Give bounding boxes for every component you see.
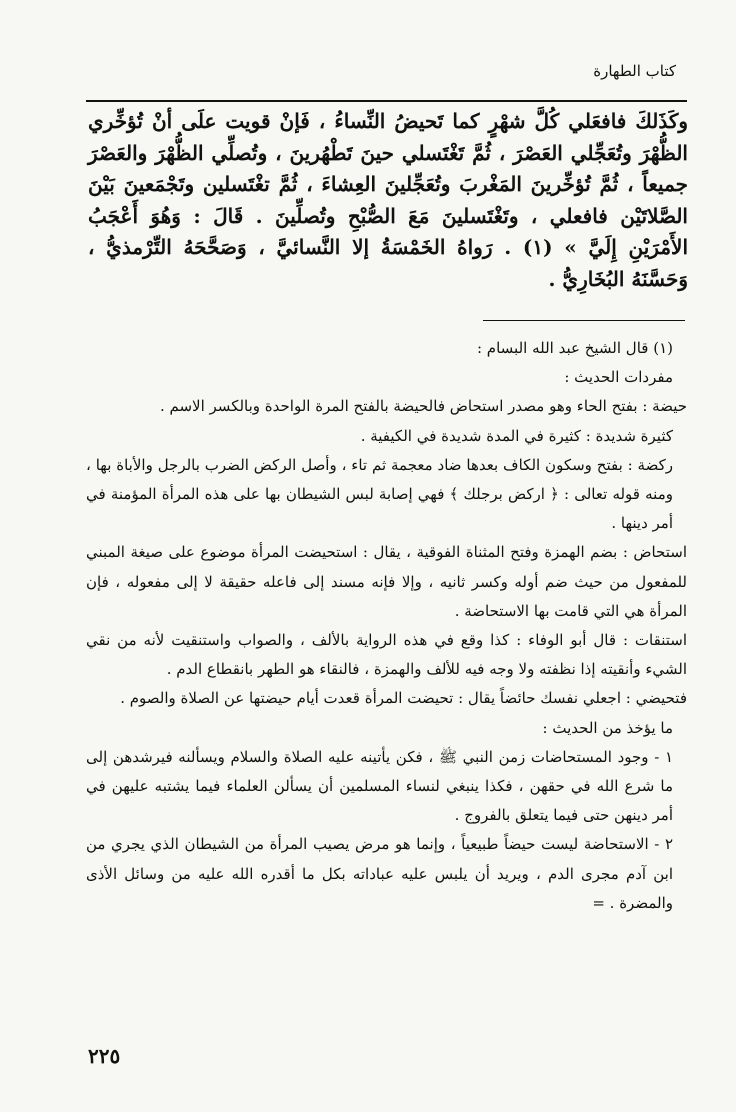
vocab-entry: فتحيضي : اجعلي نفسك حائضاً يقال : تحيضت المرأة قعدت أيام حيضتها عن الصلاة والصوم . [120,689,687,708]
footnote-rule [483,320,685,321]
running-header: كتاب الطهارة [593,62,676,80]
hadith-text-block [88,106,688,296]
lessons-heading: ما يؤخذ من الحديث : [542,718,673,737]
page-number: ٢٢٥ [88,1044,121,1068]
lesson-item: ٢ - الاستحاضة ليست حيضاً طبيعياً ، وإنما هو مرض يصيب المرأة من الشيطان الذي يجري من ابن آدم مجرى الدم ، ويريد أن يلبس عليه عباداته بكل ما أقدره الله عليه من وسائل الأذى والمضرة . = [86,835,673,912]
header-rule [86,100,687,102]
lesson-item: ١ - وجود المستحاضات زمن النبي ﷺ ، فكن يأتينه عليه الصلاة والسلام ويسألنه فيرشدهن إلى ما شرع الله في حقهن ، فكذا ينبغي لنساء المسلمين أن يسألن العلماء فيما يشتبه عليهن في أمر دينهن حتى فيما يتعلق بالفروج . [86,747,673,825]
vocab-entry: حيضة : بفتح الحاء وهو مصدر استحاض فالحيضة بالفتح المرة الواحدة وبالكسر الاسم . [159,397,687,416]
vocab-entry: استحاض : بضم الهمزة وفتح المثناة الفوقية ، يقال : استحيضت المرأة موضوع على صيغة المبني للمفعول من حيث ضم أوله وكسر ثانيه ، وإلا فإنه مسند إلى فاعله حقيقة لا إلى مفعوله ، فإن المرأة هي التي قامت بها الاستحاضة . [86,543,687,620]
hadith-takhrij: رَواهُ الخَمْسَةُ إلا النَّسائيَّ ، وَصَحَّحَهُ التِّرْمذيُّ ، وَحَسَّنَهُ البُخَارِيُّ . [88,235,688,291]
vocab-entry: ركضة : بفتح وسكون الكاف بعدها ضاد معجمة ثم تاء ، وأصل الركض الضرب بالرجل والأباة بها ، ومنه قوله تعالى : ﴿ اركض برجلك ﴾ فهي إصابة لبس الشيطان بها على هذه المرأة المؤمنة في أمر دينها . [86,455,673,533]
footnote-attribution: (١) قال الشيخ عبد الله البسام : [476,339,673,357]
vocab-entry: كثيرة شديدة : كثيرة في المدة شديدة في الكيفية . [360,426,673,445]
footnote-block [86,334,687,918]
vocab-entry: استنقات : قال أبو الوفاء : كذا وقع في هذه الرواية بالألف ، والصواب واستنقيت لأنه من نقي الشيء وأنقيته إذا نظفته ولا وجه فيه للألف والهمزة ، فالنقاء هو الطهر بانقطاع الدم . [86,631,687,679]
vocab-heading: مفردات الحديث : [564,368,673,387]
hadith-text: وكَذَلكَ فافعَلي كُلَّ شهْرٍ كما تَحيضُ النِّساءُ ، فَإنْ قويت علَى أنْ تُؤخِّري الظُّهْرَ وتُعَجِّلي العَصْرَ ، ثُمَّ تَغْتَسلي حينَ تَطْهُرينَ ، وتُصلِّي الظُّهْرَ والعَصْرَ جميعاً ، ثُمَّ تُؤخِّرينَ المَغْربَ وتُعَجِّلينَ العِشاءَ ، ثُمَّ تغْتَسلين وتَجْمَعينَ بَيْنَ الصَّلاتَيْن فافعلي ، وتَغْتَسلينَ مَعَ الصُّبْحِ وتُصلِّينَ . قَالَ : وَهُوَ أَعْجَبُ الأَمْرَيْنِ إِلَيَّ » (١) . [88,109,688,260]
